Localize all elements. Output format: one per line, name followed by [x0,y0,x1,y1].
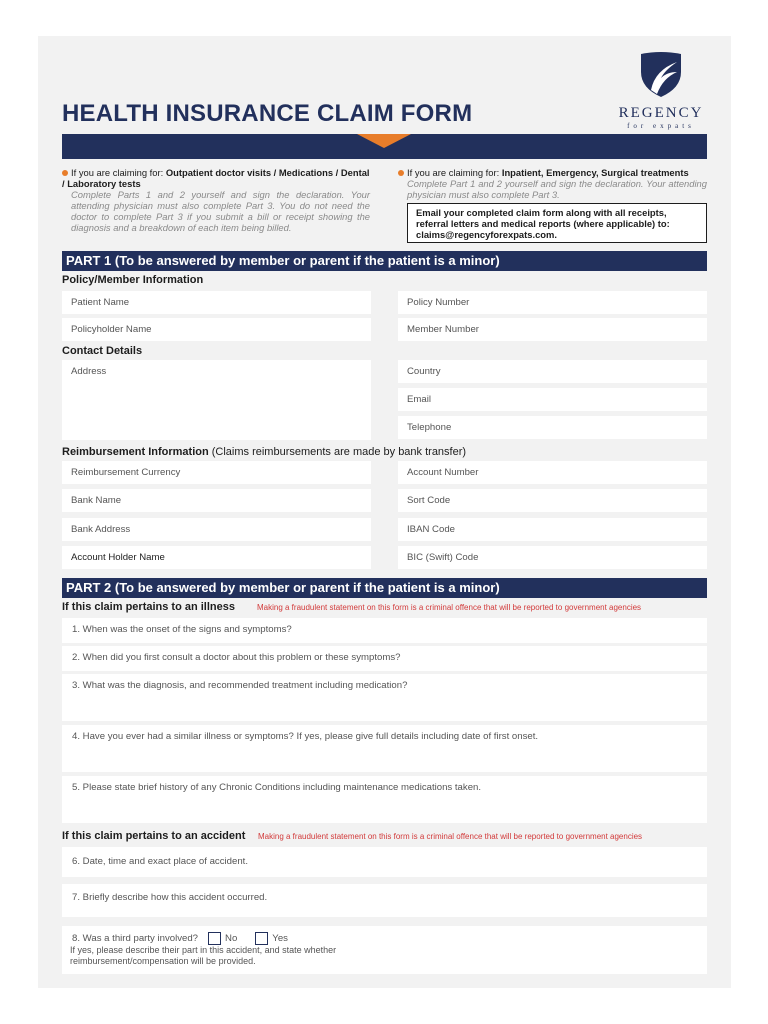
reimbursement-currency-field[interactable]: Reimbursement Currency [62,461,371,484]
part1-title: PART 1 (To be answered by member or parent if the patient is a minor) [62,251,707,271]
bullet-icon [398,170,404,176]
regency-logo [615,50,707,130]
policy-heading: Policy/Member Information [62,274,204,286]
logo-subtitle: for expats [627,122,695,130]
iban-code-field[interactable]: IBAN Code [398,518,707,541]
header-notch [357,134,411,148]
intro-right-prefix: If you are claiming for: [407,167,502,178]
form-title: HEALTH INSURANCE CLAIM FORM [62,100,473,127]
question-4-field[interactable]: 4. Have you ever had a similar illness or symptoms? If yes, please give full details including date of first onset. [62,725,707,772]
question-3-field[interactable]: 3. What was the diagnosis, and recommended treatment including medication? [62,674,707,721]
country-field[interactable]: Country [398,360,707,383]
email-field[interactable]: Email [398,388,707,411]
account-number-field[interactable]: Account Number [398,461,707,484]
telephone-field[interactable]: Telephone [398,416,707,439]
part2-title: PART 2 (To be answered by member or parent if the patient is a minor) [62,578,707,598]
intro-right-heading [398,167,707,178]
accident-heading: If this claim pertains to an accident [62,830,246,842]
question-8-note: If yes, please describe their part in this accident, and state whether reimbursement/compensation will be provided. [70,945,337,966]
address-field[interactable]: Address [62,360,371,440]
intro-left-prefix: If you are claiming for: [71,167,166,178]
bank-address-field[interactable]: Bank Address [62,518,371,541]
email-instructions-box: Email your completed claim form along with all receipts, referral letters and medical reports (where applicable) to: claims@regencyforexpats.com. [407,203,707,243]
policyholder-name-field[interactable]: Policyholder Name [62,318,371,341]
contact-heading: Contact Details [62,345,143,357]
question-7-field[interactable]: 7. Briefly describe how this accident occurred. [62,884,707,917]
shield-icon [637,50,685,98]
fraud-warning-accident: Making a fraudulent statement on this form is a criminal offence that will be reported to government agencies [258,832,643,841]
question-8-field[interactable] [62,926,707,974]
question-6-field[interactable]: 6. Date, time and exact place of accident. [62,847,707,877]
reimbursement-note: (Claims reimbursements are made by bank transfer) [208,446,467,458]
question-1-field[interactable]: 1. When was the onset of the signs and symptoms? [62,618,707,643]
intro-right-note: Complete Part 1 and 2 yourself and sign the declaration. Your attending physician must also complete Part 3. [407,178,707,200]
bank-name-field[interactable]: Bank Name [62,489,371,512]
question-8-line [72,932,707,945]
no-checkbox[interactable] [208,932,221,945]
yes-checkbox[interactable] [255,932,268,945]
intro-left-bold: Outpatient doctor visits / Medications / Dental / Laboratory tests [62,167,370,189]
question-8-label: 8. Was a third party involved? [72,933,199,945]
intro-left [62,167,370,233]
member-number-field[interactable]: Member Number [398,318,707,341]
fraud-warning-illness: Making a fraudulent statement on this form is a criminal offence that will be reported to government agencies [257,603,642,612]
question-2-field[interactable]: 2. When did you first consult a doctor about this problem or these symptoms? [62,646,707,671]
bullet-icon [62,170,68,176]
question-5-field[interactable]: 5. Please state brief history of any Chronic Conditions including maintenance medications taken. [62,776,707,823]
reimbursement-heading [62,446,466,458]
illness-heading: If this claim pertains to an illness [62,601,235,613]
intro-left-note: Complete Parts 1 and 2 yourself and sign the declaration. Your attending physician must also complete Part 3. You do not need the doctor to complete Part 3 if you submit a bill or receipt showing the diagnosis and a breakdown of each item being billed. [71,189,370,233]
reimbursement-heading-label: Reimbursement Information [62,446,209,458]
logo-name: REGENCY [618,105,704,121]
no-label: No [225,933,238,945]
sort-code-field[interactable]: Sort Code [398,489,707,512]
policy-number-field[interactable]: Policy Number [398,291,707,314]
patient-name-field[interactable]: Patient Name [62,291,371,314]
bic-code-field[interactable]: BIC (Swift) Code [398,546,707,569]
intro-right [398,167,707,200]
yes-label: Yes [272,933,288,945]
intro-left-heading [62,167,370,189]
account-holder-name-field[interactable]: Account Holder Name [62,546,371,569]
intro-right-bold: Inpatient, Emergency, Surgical treatments [501,167,689,178]
